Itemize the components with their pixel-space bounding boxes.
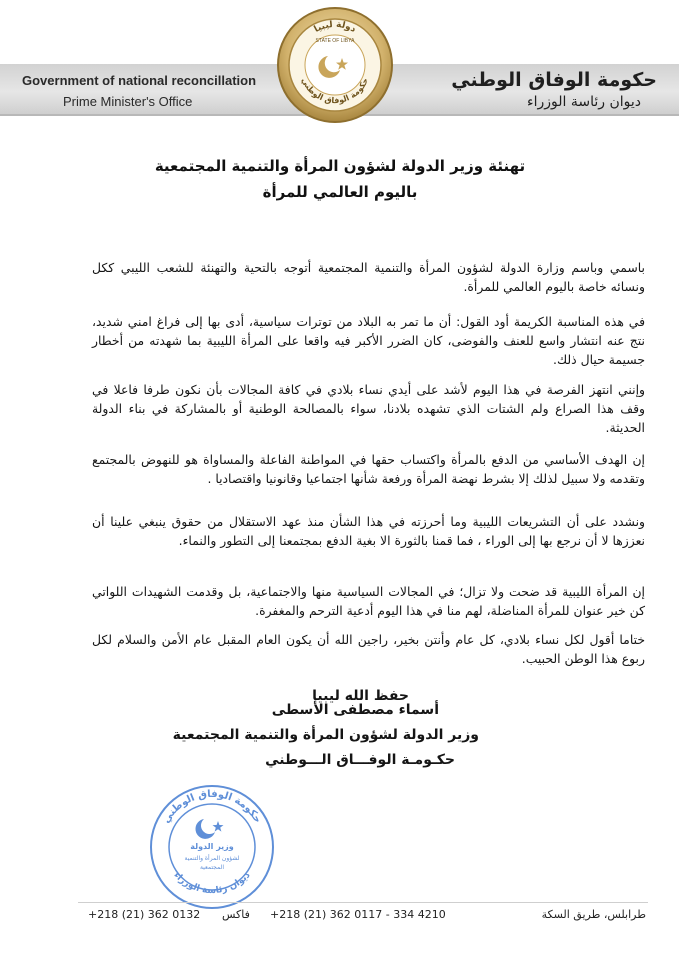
paragraph-3: وإنني انتهز الفرصة في هذا اليوم لأشد على أيدي نساء بلادي في كافة المجالات بأن نكون طرفا فاعلا في وقف هذا الصراع ولم الشتات الذي تشهده بلادنا، سواء بالمصالحة الوطنية أو بالمشاركة في بناء الدولة الحديثة. bbox=[92, 382, 645, 435]
header-ar-government: حكومة الوفاق الوطني bbox=[451, 69, 657, 91]
header-en-government: Government of national reconcillation bbox=[22, 73, 257, 88]
signatory-position: وزير الدولة لشؤون المرأة والتنمية المجتمعية bbox=[172, 727, 479, 743]
letter-title-line-1: تهنئة وزير الدولة لشؤون المرأة والتنمية المجتمعية bbox=[154, 157, 526, 175]
footer-fax: +218 (21) 362 0132 bbox=[88, 908, 201, 921]
paragraph-4: إن الهدف الأساسي من الدفع بالمرأة واكتساب حقها في المواطنة الفاعلة والمساواة هو للنهوض بالمجتمع وتقدمه ولا سبيل لذلك إلا بشرط نهضة المرأة ورفعة شأنها اجتماعيا وقانونيا واقتصاديا . bbox=[92, 452, 645, 486]
paragraph-2: في هذه المناسبة الكريمة أود القول: أن ما تمر به البلاد من توترات سياسية، أدى بها إلى فراغ امني شديد، نتج عنه انتشار واسع للعنف والفوضى، كان الضرر الأكبر فيه واقعا على المرأة الليبية بما شهدته من أخطار جسيمة حيال ذلك. bbox=[92, 314, 645, 367]
stamp-inner-line-2: لشؤون المرأة والتنمية bbox=[184, 855, 240, 862]
emblem-text-bottom: حكومة الوفاق الوطني bbox=[299, 76, 371, 106]
footer-fax-label: فاكس bbox=[222, 908, 250, 921]
footer-address: طرابلس، طريق السكة bbox=[541, 908, 646, 921]
svg-text:ديوان رئاسة الوزراء bbox=[171, 870, 252, 896]
signatory-name: أسماء مصطفى الأسطى bbox=[271, 702, 439, 718]
header-en-office: Prime Minister's Office bbox=[63, 94, 193, 109]
paragraph-1: باسمي وباسم وزارة الدولة لشؤون المرأة والتنمية المجتمعية أتوجه بالتحية والتهنئة للشعب الليبي ككل ونسائه خاصة باليوم العالمي للمرأة. bbox=[92, 260, 645, 294]
stamp-text-top: حكومة الوفاق الوطني bbox=[160, 788, 264, 826]
paragraph-5: ونشدد على أن التشريعات الليبية وما أحرزته في هذا الشأن منذ عهد الاستقلال من حقوق ينبغي علينا أن نعززها لا أن نرجع بها إلى الوراء ، فما قمنا بالثورة الا بغية الدفع بمجتمعنا إلى التطور والنماء. bbox=[92, 514, 645, 548]
paragraph-6: إن المرأة الليبية قد ضحت ولا تزال؛ في المجالات السياسية منها والاجتماعية، بل وقدمت الشهيدات اللواتي كن خير عنوان للمرأة المناضلة، لهم منا في هذا اليوم أدعية الترحم والمغفرة. bbox=[92, 584, 645, 618]
emblem-text-en: STATE OF LIBYA bbox=[315, 38, 355, 44]
footer-contact bbox=[80, 908, 646, 924]
closing-phrase: حفظ الله ليبيا bbox=[312, 688, 409, 704]
emblem-text-top: دولة ليبيا bbox=[312, 19, 358, 35]
stamp-inner-line-1: وزير الدولة bbox=[190, 842, 234, 851]
stamp-text-bottom: ديوان رئاسة الوزراء bbox=[171, 870, 253, 897]
letter-title-line-2: باليوم العالمي للمرأة bbox=[262, 183, 418, 201]
government-emblem bbox=[276, 6, 394, 124]
official-stamp bbox=[148, 783, 276, 911]
footer-phone: +218 (21) 362 0117 - 334 4210 bbox=[270, 908, 446, 921]
paragraph-7: ختاما أقول لكل نساء بلادي، كل عام وأنتن بخير، راجين الله أن يكون العام المقبل عام الأمن والسلام لكل ربوع هذا الوطن الحبيب. bbox=[92, 632, 645, 666]
header-ar-office: ديوان رئاسة الوزراء bbox=[527, 94, 641, 110]
footer-divider bbox=[78, 902, 648, 903]
svg-text:حكومة الوفاق الوطني bbox=[161, 789, 263, 825]
signatory-government: حكـومـة الوفـــاق الـــوطني bbox=[265, 752, 455, 768]
stamp-inner-line-3: المجتمعية bbox=[199, 864, 225, 871]
